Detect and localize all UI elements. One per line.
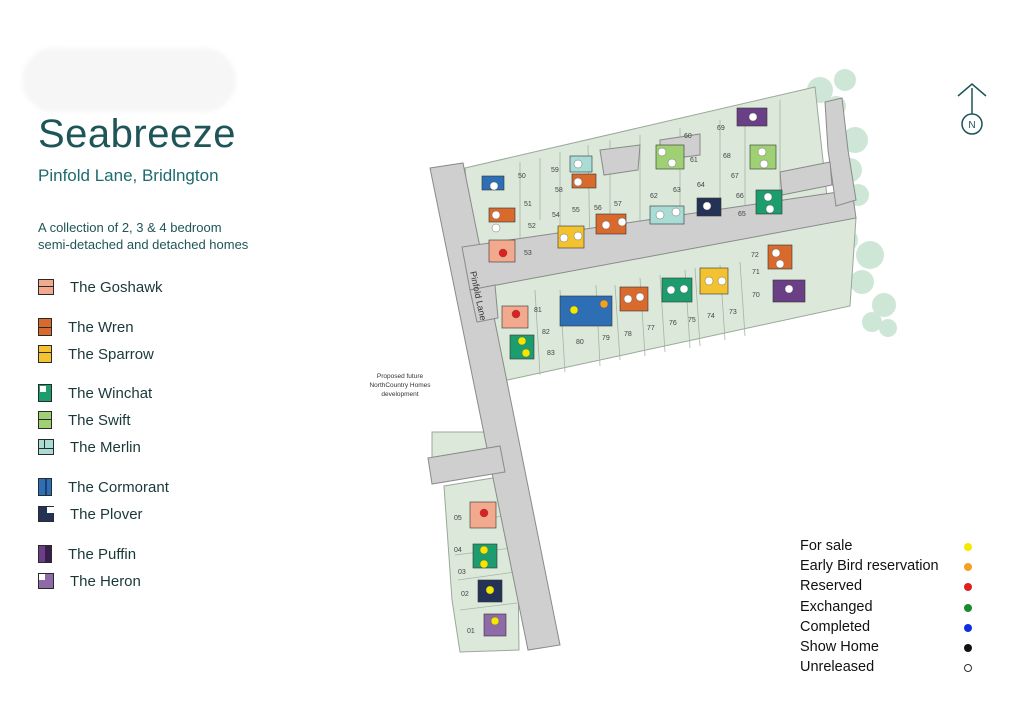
- north-compass-icon: [958, 84, 986, 134]
- description-line-2: semi-detached and detached homes: [38, 237, 249, 252]
- reserved-dot-icon: [964, 583, 972, 591]
- key-label: The Winchat: [68, 384, 153, 402]
- status-early-bird: Early Bird reservation: [800, 558, 985, 578]
- svg-text:80: 80: [576, 339, 584, 346]
- svg-text:63: 63: [673, 187, 681, 194]
- description-line-1: A collection of 2, 3 & 4 bedroom: [38, 220, 222, 235]
- svg-text:65: 65: [738, 211, 746, 218]
- svg-text:81: 81: [534, 307, 542, 314]
- svg-text:76: 76: [669, 320, 677, 327]
- road-label: Pinfold Lane: [468, 270, 489, 322]
- svg-text:57: 57: [614, 201, 622, 208]
- development-title: Seabreeze: [38, 112, 236, 156]
- show-home-dot-icon: [964, 644, 972, 652]
- svg-text:79: 79: [602, 335, 610, 342]
- unreleased-dot-icon: [964, 664, 972, 672]
- svg-text:55: 55: [572, 207, 580, 214]
- svg-text:N: N: [968, 120, 976, 131]
- status-show-home: Show Home: [800, 639, 985, 659]
- svg-text:68: 68: [723, 153, 731, 160]
- key-label: The Goshawk: [70, 278, 163, 296]
- key-label: The Puffin: [68, 545, 137, 563]
- svg-text:58: 58: [555, 187, 563, 194]
- svg-text:74: 74: [707, 313, 715, 320]
- svg-text:70: 70: [752, 292, 760, 299]
- development-location: Pinfold Lane, Bridlngton: [38, 166, 219, 185]
- key-label: The Plover: [70, 505, 143, 523]
- status-legend: [800, 538, 985, 679]
- key-label: The Sparrow: [68, 345, 154, 363]
- svg-text:67: 67: [731, 173, 739, 180]
- early-bird-dot-icon: [964, 563, 972, 571]
- svg-text:NorthCountry Homes: NorthCountry Homes: [369, 382, 431, 389]
- completed-dot-icon: [964, 624, 972, 632]
- key-label: The Merlin: [70, 438, 141, 456]
- status-reserved: Reserved: [800, 578, 985, 598]
- exchanged-dot-icon: [964, 604, 972, 612]
- svg-text:54: 54: [552, 212, 560, 219]
- svg-text:61: 61: [690, 157, 698, 164]
- svg-text:02: 02: [461, 591, 469, 598]
- key-label: The Swift: [68, 411, 131, 429]
- svg-text:73: 73: [729, 309, 737, 316]
- svg-text:69: 69: [717, 125, 725, 132]
- svg-text:53: 53: [524, 250, 532, 257]
- svg-text:75: 75: [688, 317, 696, 324]
- svg-text:52: 52: [528, 223, 536, 230]
- svg-text:59: 59: [551, 167, 559, 174]
- status-completed: Completed: [800, 619, 985, 639]
- svg-text:72: 72: [751, 252, 759, 259]
- svg-text:77: 77: [647, 325, 655, 332]
- key-label: The Wren: [68, 318, 134, 336]
- svg-text:64: 64: [697, 182, 705, 189]
- svg-text:51: 51: [524, 201, 532, 208]
- status-for-sale: For sale: [800, 538, 985, 558]
- key-label: The Cormorant: [68, 478, 169, 496]
- svg-text:83: 83: [547, 350, 555, 357]
- svg-text:development: development: [381, 391, 419, 398]
- svg-text:03: 03: [458, 569, 466, 576]
- key-label: The Heron: [70, 572, 141, 590]
- status-unreleased: Unreleased: [800, 659, 985, 679]
- svg-text:50: 50: [518, 173, 526, 180]
- svg-text:01: 01: [467, 628, 475, 635]
- future-development-note: [369, 373, 431, 398]
- svg-text:05: 05: [454, 515, 462, 522]
- for-sale-dot-icon: [964, 543, 972, 551]
- svg-text:60: 60: [684, 133, 692, 140]
- status-exchanged: Exchanged: [800, 599, 985, 619]
- svg-text:82: 82: [542, 329, 550, 336]
- svg-text:66: 66: [736, 193, 744, 200]
- svg-text:04: 04: [454, 547, 462, 554]
- svg-text:78: 78: [624, 331, 632, 338]
- svg-text:Proposed future: Proposed future: [376, 373, 424, 380]
- svg-text:71: 71: [752, 269, 760, 276]
- svg-text:62: 62: [650, 193, 658, 200]
- svg-text:56: 56: [594, 205, 602, 212]
